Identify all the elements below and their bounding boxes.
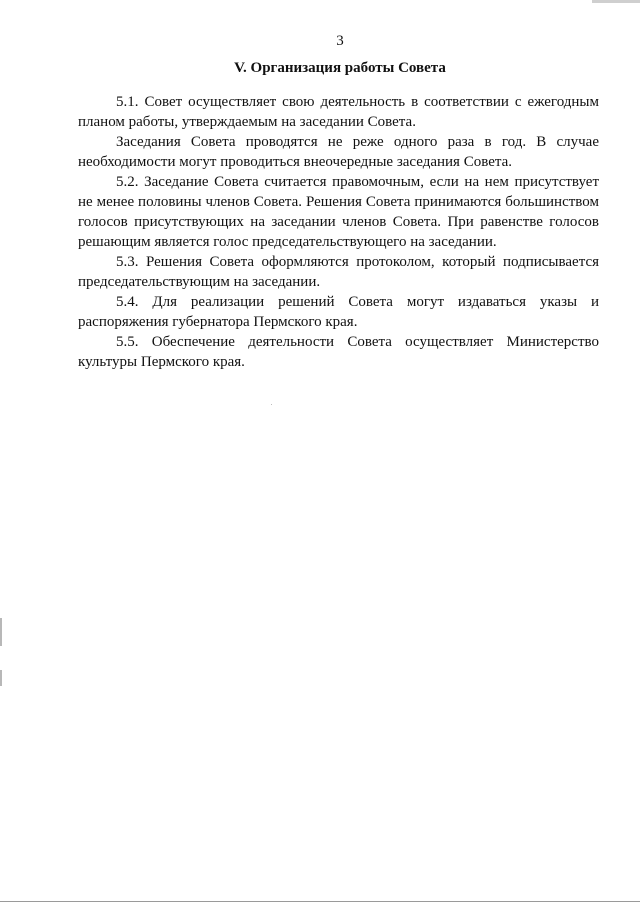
- scan-edge-mark: [592, 0, 640, 3]
- page-number: 3: [336, 33, 344, 49]
- scan-edge-line: [0, 901, 640, 902]
- scan-edge-mark: [0, 670, 2, 686]
- paragraph-5-2: 5.2. Заседание Совета считается правомочным, если на нем присутствует не менее половины членов Совета. Решения Совета принимаются большинством голосов присутствующих на заседании членов Совета. При равенстве голосов решающим является голос председательствующего на заседании.: [78, 174, 599, 250]
- paragraph-5-4: 5.4. Для реализации решений Совета могут издаваться указы и распоряжения губернатора Пермского края.: [78, 294, 599, 330]
- section-body: [78, 92, 599, 372]
- paragraph-5-3: 5.3. Решения Совета оформляются протоколом, который подписывается председательствующим на заседании.: [78, 254, 599, 290]
- paragraph-5-5: 5.5. Обеспечение деятельности Совета осуществляет Министерство культуры Пермского края.: [78, 334, 599, 370]
- scan-edge-mark: [0, 618, 2, 646]
- scan-speck: [271, 404, 272, 405]
- paragraph-5-1: 5.1. Совет осуществляет свою деятельность в соответствии с ежегодным планом работы, утверждаемым на заседании Совета.: [78, 94, 599, 130]
- paragraph-5-1-meetings: Заседания Совета проводятся не реже одного раза в год. В случае необходимости могут проводиться внеочередные заседания Совета.: [78, 134, 599, 170]
- section-title: V. Организация работы Совета: [234, 60, 446, 76]
